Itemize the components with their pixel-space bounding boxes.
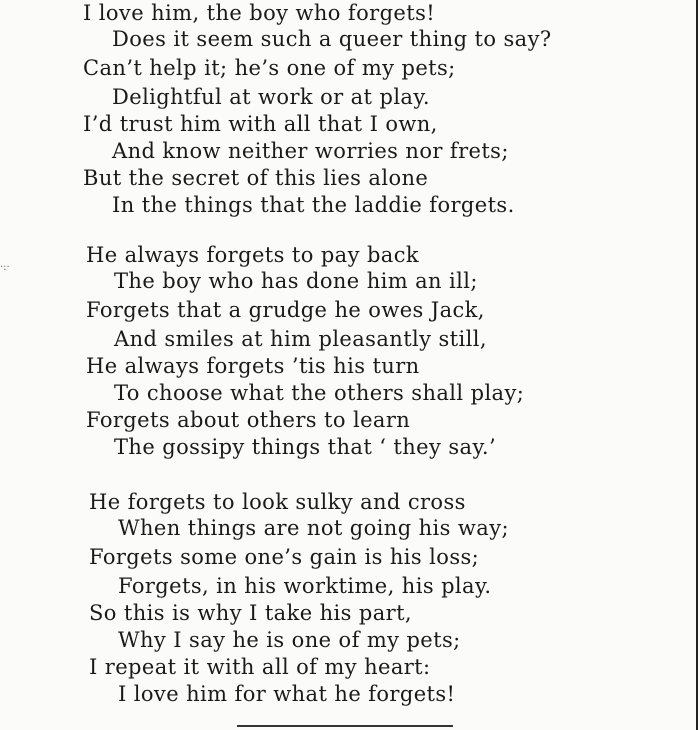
poem-line: He always forgets ’tis his turn <box>86 354 420 378</box>
poem-line: I repeat it with all of my heart: <box>89 655 431 679</box>
poem-line: Forgets about others to learn <box>86 408 411 432</box>
poem-line: He always forgets to pay back <box>86 243 419 267</box>
poem-line: Can’t help it; he’s one of my pets; <box>83 56 456 80</box>
poem-line: The boy who has done him an ill; <box>114 269 478 293</box>
poem-line: And smiles at him pleasantly still, <box>114 327 487 351</box>
poem-line: When things are not going his way; <box>118 516 509 540</box>
poem-line: Forgets that a grudge he owes Jack, <box>86 298 485 322</box>
poem-line: I love him for what he forgets! <box>118 682 456 706</box>
poem-line: I love him, the boy who forgets! <box>83 1 436 25</box>
poem-line: Forgets some one’s gain is his loss; <box>89 545 480 569</box>
poem-line: The gossipy things that ‘ they say.’ <box>114 435 497 459</box>
poem-line: In the things that the laddie forgets. <box>112 193 515 217</box>
poem-line: I’d trust him with all that I own, <box>83 112 438 136</box>
column-rule <box>696 0 698 730</box>
poem-line: To choose what the others shall play; <box>114 381 525 405</box>
print-specks: ·:· <box>0 262 10 273</box>
poem-line: Does it seem such a queer thing to say? <box>112 27 552 51</box>
poem-line: And know neither worries nor frets; <box>112 139 509 163</box>
poem-line: Forgets, in his worktime, his play. <box>118 574 492 598</box>
poem-line: He forgets to look sulky and cross <box>89 490 466 514</box>
poem-line: Why I say he is one of my pets; <box>118 628 461 652</box>
poem-line: Delightful at work or at play. <box>112 85 430 109</box>
poem-line: So this is why I take his part, <box>89 601 413 625</box>
end-rule <box>237 725 453 727</box>
poem-line: But the secret of this lies alone <box>83 166 429 190</box>
